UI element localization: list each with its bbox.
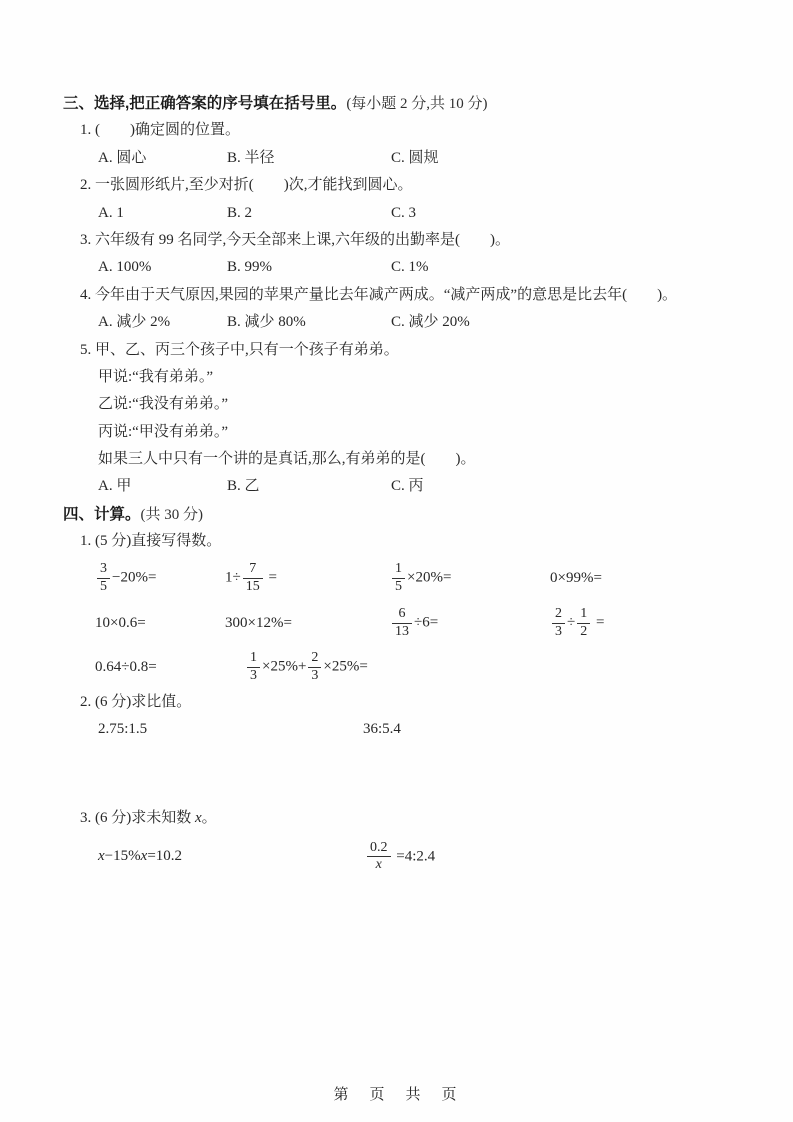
calc-expression: 300×12%= [225,614,292,631]
question-4-option-c: C. 减少 20% [391,314,470,331]
question-3-options [98,254,739,281]
calc-expression: 0.64÷0.8= [95,658,157,675]
question-5-option-c: C. 丙 [391,478,424,495]
question-5-statement-c: 丙说:“甲没有弟弟。” [98,423,228,440]
calc-row-2 [95,601,739,646]
question-5-text: 5. 甲、乙、丙三个孩子中,只有一个孩子有弟弟。 [80,341,399,358]
section-calc-heading [63,501,739,528]
question-3-text: 3. 六年级有 99 名同学,今天全部来上课,六年级的出勤率是( )。 [80,231,510,248]
calc-expression: $\frac{2}{3}$ ÷ $\frac{1}{2}$ = [550,606,739,641]
equation-expression: x−15%x=10.2 [98,848,183,865]
question-4-option-b: B. 减少 80% [227,314,306,331]
question-4-option-a: A. 减少 2% [98,314,171,331]
section-calc-score-note: (共 30 分) [140,506,204,523]
calc-expression: 1÷ $\frac{7}{15}$ = [225,560,277,594]
question-2-option-c: C. 3 [391,204,417,221]
question-2-text: 2. 一张圆形纸片,至少对折( )次,才能找到圆心。 [80,177,413,194]
question-5-options [98,473,739,500]
page-footer: 第 页 共 页 [333,1086,460,1103]
question-3-option-b: B. 99% [227,259,272,276]
question-3-option-c: C. 1% [391,259,429,276]
calc-row-3 [95,646,739,689]
calc-expression: 10×0.6= [95,614,146,631]
calc-expression: 0×99%= [550,569,602,586]
calc-sub2-label: 2. (6 分)求比值。 [80,693,192,710]
question-5-conclusion: 如果三人中只有一个讲的是真话,那么,有弟弟的是( )。 [98,451,476,468]
question-4-text: 4. 今年由于天气原因,果园的苹果产量比去年减产两成。“减产两成”的意思是比去年( )。 [80,286,678,303]
section-choice-title: 三、选择,把正确答案的序号填在括号里。 [63,95,347,112]
section-choice-heading [63,90,739,117]
exam-content [63,90,739,881]
ratio-expression: 36:5.4 [363,721,401,738]
calc-sub1-label: 1. (5 分)直接写得数。 [80,533,222,550]
question-2-option-a: A. 1 [98,204,124,221]
calc-sub3-label: 3. (6 分)求未知数 x。 [80,810,217,827]
calc-expression: $\frac{3}{5}$ −20%= [95,561,225,596]
blank-work-area [63,743,739,805]
question-1-option-a: A. 圆心 [98,149,147,166]
ratio-row [98,716,739,743]
question-5-option-a: A. 甲 [98,478,132,495]
equation-expression: $\frac{0.2}{x}$ =4:2.4 [365,840,435,875]
section-calc-title: 四、计算。 [63,505,141,523]
ratio-expression: 2.75:1.5 [98,721,148,738]
question-2-option-b: B. 2 [227,204,253,221]
question-3-option-a: A. 100% [98,259,152,276]
question-5-option-b: B. 乙 [227,478,260,495]
section-choice-score-note: (每小题 2 分,共 10 分) [346,96,488,112]
calc-expression: $\frac{1}{3}$ ×25%+ $\frac{2}{3}$ ×25%= [245,650,739,685]
question-5-statement-b: 乙说:“我没有弟弟。” [98,396,228,413]
equation-row [98,833,739,881]
calc-expression: $\frac{6}{13}$ ÷6= [390,606,550,641]
calc-expression: $\frac{1}{5}$ ×20%= [390,561,550,596]
question-1-option-c: C. 圆规 [391,149,439,166]
question-5-statement-a: 甲说:“我有弟弟。” [98,368,213,385]
question-1-option-b: B. 半径 [227,149,275,166]
question-1-text: 1. ( )确定圆的位置。 [80,122,240,139]
question-4-options [98,309,739,336]
calc-row-1 [95,556,739,601]
question-2-options [98,200,739,227]
question-1-options [98,145,739,172]
